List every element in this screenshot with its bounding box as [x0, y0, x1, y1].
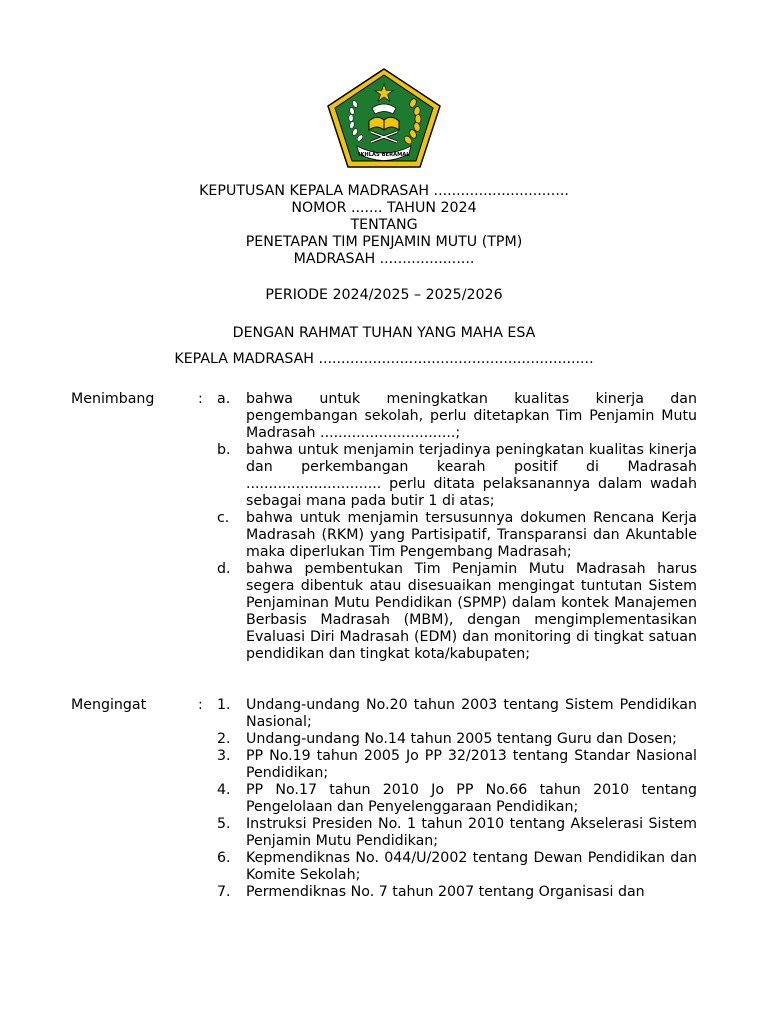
list-item	[217, 391, 697, 442]
svg-text:IKHLAS BERAMAL: IKHLAS BERAMAL	[358, 152, 410, 158]
kementerian-agama-emblem-icon	[327, 68, 441, 168]
title-line-tentang: TENTANG	[350, 217, 418, 233]
list-text: bahwa untuk menjamin terjadinya peningkatan kualitas kinerja dan perkembangan kearah positif di Madrasah .............................. perlu ditata pelaksanannya dalam wadah sebagai mana pada butir 1 di atas;	[246, 442, 697, 509]
list-text: PP No.19 tahun 2005 Jo PP 32/2013 tentang Standar Nasional Pendidikan;	[246, 748, 697, 781]
opening-block	[0, 325, 768, 368]
section-colon: :	[198, 697, 203, 713]
list-text: Instruksi Presiden No. 1 tahun 2010 tentang Akselerasi Sistem Penjamin Mutu Pendidikan;	[246, 816, 697, 849]
title-line-penetapan: PENETAPAN TIM PENJAMIN MUTU (TPM)	[245, 234, 523, 250]
menimbang-list	[217, 391, 697, 663]
opening-line-kepala: KEPALA MADRASAH .............................................................	[174, 351, 594, 367]
list-text: bahwa untuk meningkatkan kualitas kinerja dan pengembangan sekolah, perlu ditetapkan Tim Penjamin Mutu Madrasah ..............................;	[246, 391, 697, 441]
list-item	[217, 816, 697, 850]
list-text: Kepmendiknas No. 044/U/2002 tentang Dewan Pendidikan dan Komite Sekolah;	[246, 850, 697, 883]
list-item	[217, 561, 697, 663]
list-marker: 6.	[217, 850, 231, 866]
list-item	[217, 748, 697, 782]
list-item	[217, 884, 697, 901]
list-text: PP No.17 tahun 2010 Jo PP No.66 tahun 2010 tentang Pengelolaan dan Penyelenggaraan Pendidikan;	[246, 782, 697, 815]
list-text: bahwa pembentukan Tim Penjamin Mutu Madrasah harus segera dibentuk atau disesuaikan mengingat tuntutan Sistem Penjaminan Mutu Pendidikan (SPMP) dalam kontek Manajemen Berbasis Madrasah (MBM), dengan mengimplementasikan Evaluasi Diri Madrasah (EDM) dan monitoring di tingkat satuan pendidikan dan tingkat kota/kabupaten;	[246, 561, 697, 662]
list-marker: d.	[217, 561, 231, 577]
list-marker: c.	[217, 510, 230, 526]
list-marker: b.	[217, 442, 231, 458]
list-text: Undang-undang No.20 tahun 2003 tentang Sistem Pendidikan Nasional;	[246, 697, 697, 730]
list-text: bahwa untuk menjamin tersusunnya dokumen Rencana Kerja Madrasah (RKM) yang Partisipatif, Transparansi dan Akuntable maka diperlukan Tim Pengembang Madrasah;	[246, 510, 697, 560]
list-marker: 4.	[217, 782, 231, 798]
list-marker: 2.	[217, 731, 231, 747]
list-item	[217, 850, 697, 884]
list-item	[217, 510, 697, 561]
list-item	[217, 731, 697, 748]
list-marker: 5.	[217, 816, 231, 832]
section-label: Mengingat	[71, 697, 147, 713]
title-line-keputusan: KEPUTUSAN KEPALA MADRASAH ..............................	[199, 183, 569, 199]
section-label: Menimbang	[71, 391, 155, 407]
list-marker: 7.	[217, 884, 231, 900]
list-marker: a.	[217, 391, 231, 407]
list-item	[217, 442, 697, 510]
list-text: Undang-undang No.14 tahun 2005 tentang Guru dan Dosen;	[246, 731, 677, 747]
list-marker: 1.	[217, 697, 231, 713]
list-text: Permendiknas No. 7 tahun 2007 tentang Organisasi dan	[246, 884, 645, 900]
section-colon: :	[198, 391, 203, 407]
opening-line-rahmat: DENGAN RAHMAT TUHAN YANG MAHA ESA	[232, 325, 536, 341]
list-marker: 3.	[217, 748, 231, 764]
mengingat-list	[217, 697, 697, 901]
title-line-nomor: NOMOR ....... TAHUN 2024	[291, 200, 477, 216]
title-line-periode: PERIODE 2024/2025 – 2025/2026	[265, 287, 503, 303]
decree-title	[0, 183, 768, 304]
title-line-madrasah: MADRASAH .....................	[293, 251, 475, 267]
list-item	[217, 697, 697, 731]
list-item	[217, 782, 697, 816]
